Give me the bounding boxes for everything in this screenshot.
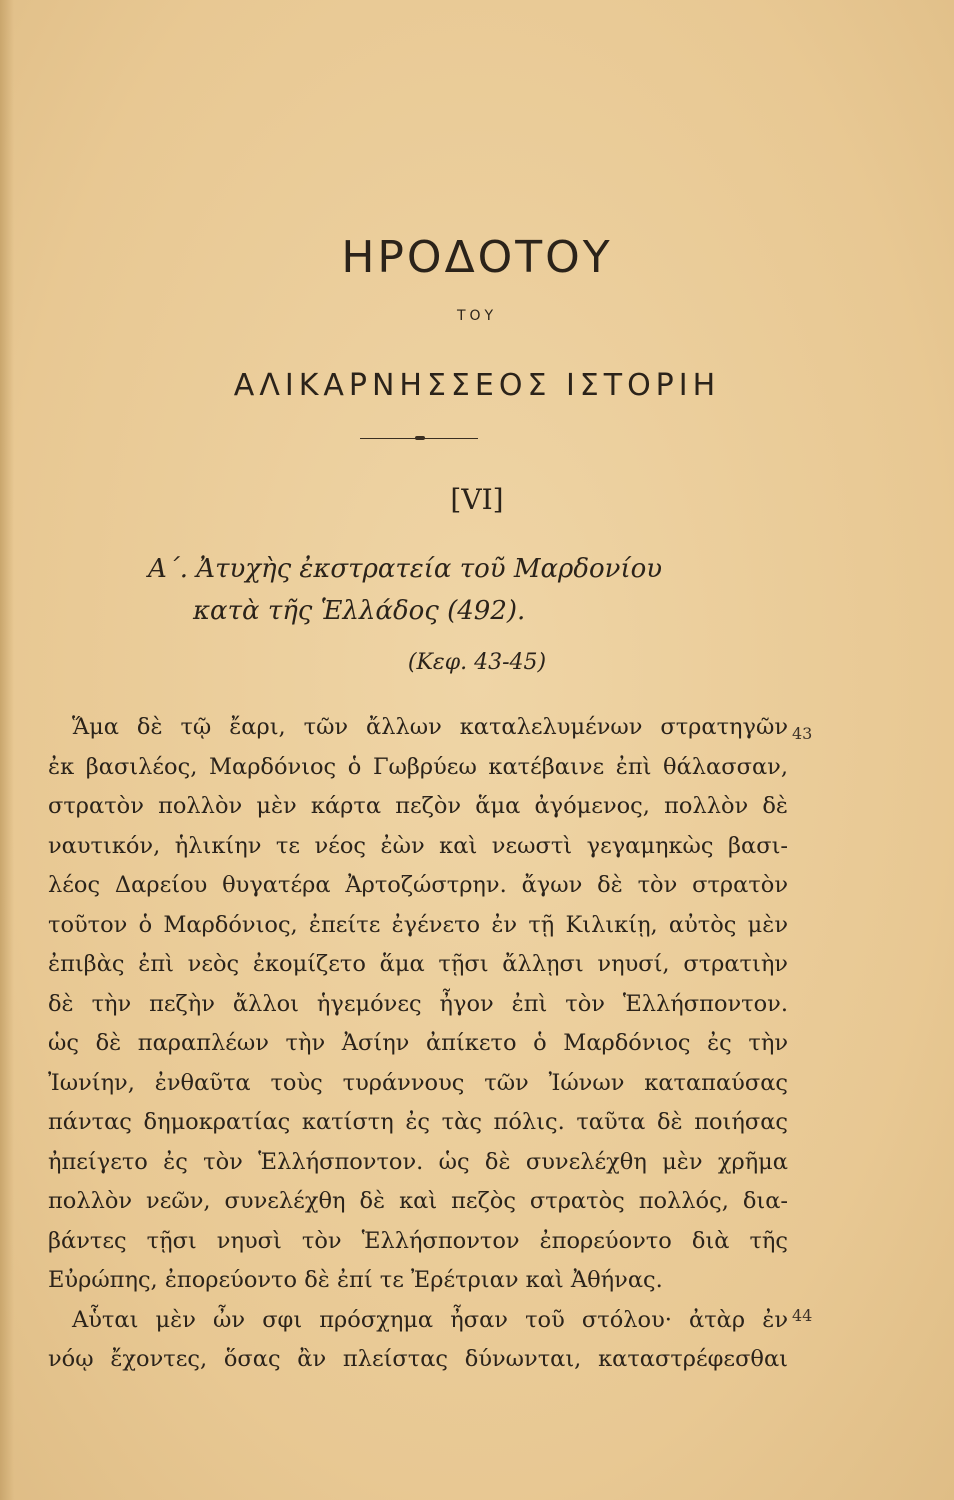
page-edge: [0, 0, 14, 1500]
text-line: λέος Δαρείου θυγατέρα Ἀρτοζώστρην. ἄγων δὲ τὸν στρατὸν: [48, 872, 788, 898]
marginal-chapter-number: 44: [792, 1306, 813, 1325]
book-number: [VI]: [450, 483, 504, 516]
text-line: Ἅμα δὲ τῷ ἔαρι, τῶν ἄλλων καταλελυμένων στρατηγῶν: [72, 714, 788, 740]
book-title: ΗΡΟΔΟΤΟΥ: [341, 232, 613, 283]
text-line: νόῳ ἔχοντες, ὅσας ἂν πλείστας δύνωνται, καταστρέφεσθαι: [48, 1346, 788, 1372]
text-line: δὲ τὴν πεζὴν ἄλλοι ἡγεμόνες ἦγον ἐπὶ τὸν Ἑλλήσποντον.: [48, 990, 788, 1017]
marginal-chapter-number: 43: [792, 724, 813, 743]
text-line: τοῦτον ὁ Μαρδόνιος, ἐπείτε ἐγένετο ἐν τῇ Κιλικίῃ, αὐτὸς μὲν: [48, 911, 788, 938]
divider-ornament: [415, 436, 425, 440]
text-line: πολλὸν νεῶν, συνελέχθη δὲ καὶ πεζὸς στρατὸς πολλός, δια-: [48, 1188, 788, 1214]
text-line: στρατὸν πολλὸν μὲν κάρτα πεζὸν ἅμα ἀγόμενος, πολλὸν δὲ: [48, 793, 788, 819]
text-line: ἠπείγετο ἐς τὸν Ἑλλήσποντον. ὡς δὲ συνελέχθη μὲν χρῆμα: [48, 1148, 788, 1175]
text-line: βάντες τῇσι νηυσὶ τὸν Ἑλλήσποντον ἐπορεύοντο διὰ τῆς: [48, 1227, 788, 1254]
text-line: Ἰωνίην, ἐνθαῦτα τοὺς τυράννους τῶν Ἰώνων καταπαύσας: [48, 1069, 788, 1096]
chapter-range: (Κεφ. 43-45): [407, 650, 547, 675]
section-heading-line-2: κατὰ τῆς Ἑλλάδος (492).: [193, 596, 526, 626]
text-line: ἐπιβὰς ἐπὶ νεὸς ἐκομίζετο ἅμα τῇσι ἄλλῃσι νηυσί, στρατιὴν: [48, 951, 788, 977]
text-line: πάντας δημοκρατίας κατίστη ἐς τὰς πόλις. ταῦτα δὲ ποιήσας: [48, 1109, 788, 1135]
text-line: Εὐρώπης, ἐπορεύοντο δὲ ἐπί τε Ἐρέτριαν καὶ Ἀθήνας.: [48, 1267, 663, 1293]
section-heading-line-1: Α΄. Ἀτυχὴς ἐκστρατεία τοῦ Μαρδονίου: [148, 554, 663, 584]
title-connector: ΤΟΥ: [456, 308, 498, 324]
text-line: Αὗται μὲν ὦν σφι πρόσχημα ἦσαν τοῦ στόλου· ἀτὰρ ἐν: [72, 1306, 788, 1333]
text-line: ναυτικόν, ἡλικίην τε νέος ἐὼν καὶ νεωστὶ γεγαμηκὼς βασι-: [48, 832, 788, 859]
section-heading: [148, 548, 662, 632]
text-line: ἐκ βασιλέος, Μαρδόνιος ὁ Γωβρύεω κατέβαινε ἐπὶ θάλασσαν,: [48, 753, 788, 780]
text-line: ὡς δὲ παραπλέων τὴν Ἀσίην ἀπίκετο ὁ Μαρδόνιος ἐς τὴν: [48, 1030, 788, 1056]
main-text: [48, 708, 788, 1380]
book-subtitle: ΑΛΙΚΑΡΝΗΣΣΕΟΣ ΙΣΤΟΡΙΗ: [233, 368, 721, 403]
